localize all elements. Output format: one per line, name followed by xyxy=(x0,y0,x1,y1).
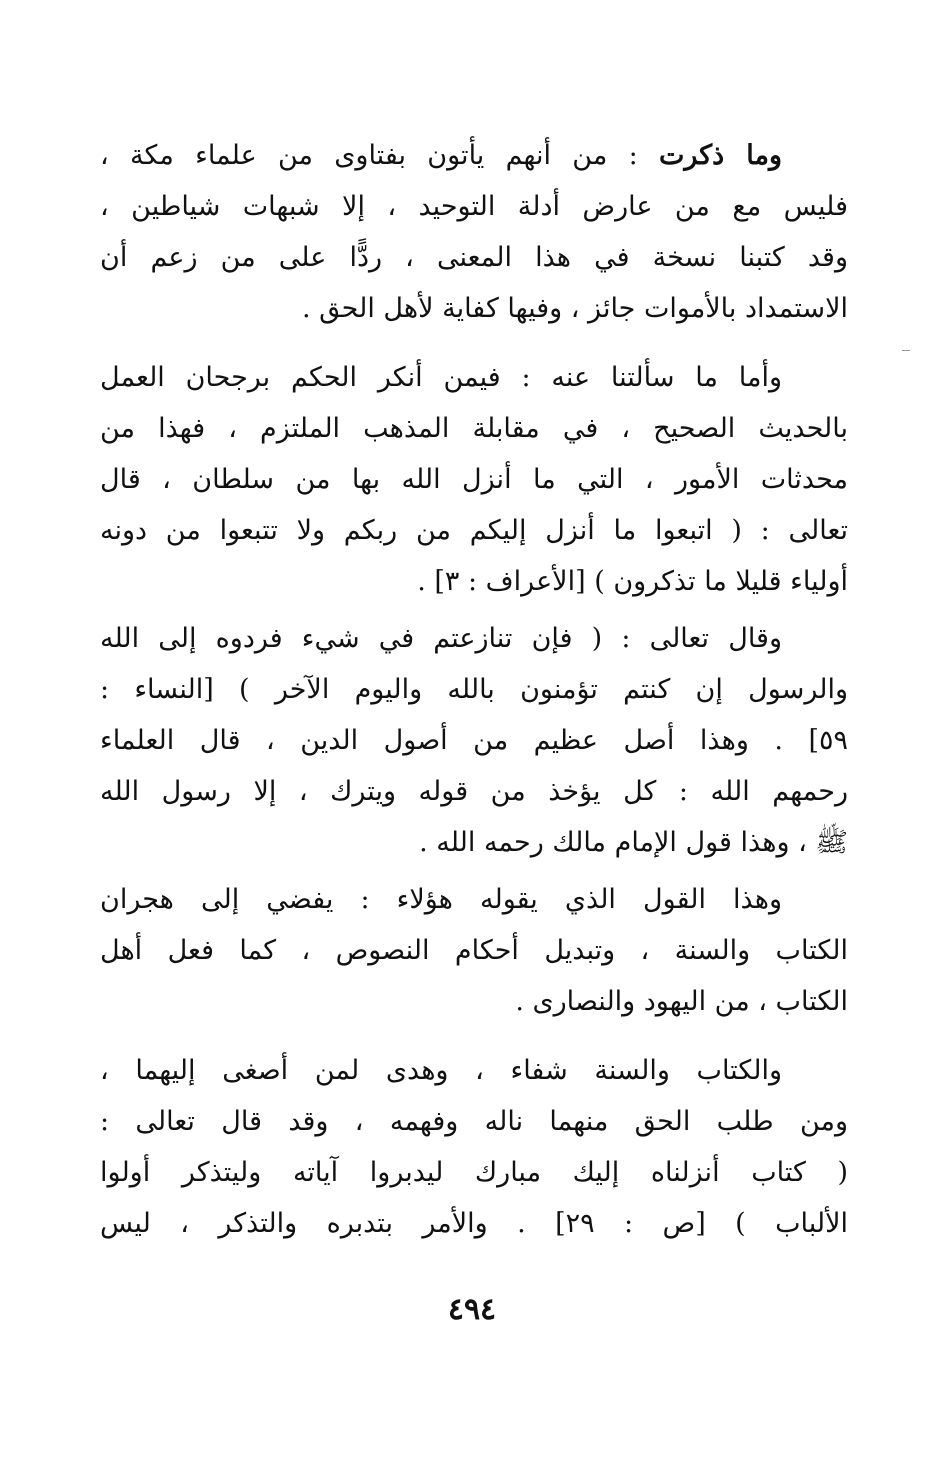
paragraph-line: رحمهم الله : كل يؤخذ من قوله ويترك ، إلا رسول الله xyxy=(100,776,848,807)
paragraph-gap xyxy=(100,1027,848,1045)
paragraph-line: محدثات الأمور ، التي ما أنزل الله بها من سلطان ، قال xyxy=(100,464,848,495)
paragraph-gap xyxy=(100,334,848,352)
paragraph-lead: وما ذكرت xyxy=(658,140,782,171)
paragraph-4 xyxy=(100,874,848,1027)
paragraph-line: والكتاب والسنة شفاء ، وهدى لمن أصغى إليهما ، xyxy=(100,1055,782,1086)
paragraph-line: وأما ما سألتنا عنه : فيمن أنكر الحكم برجحان العمل xyxy=(100,362,782,393)
paragraph-line: ومن طلب الحق منهما ناله وفهمه ، وقد قال تعالى : xyxy=(100,1106,848,1137)
paragraph-line: تعالى : ( اتبعوا ما أنزل إليكم من ربكم ولا تتبعوا من دونه xyxy=(100,515,848,546)
paragraph-line: الاستمداد بالأموات جائز ، وفيها كفاية لأهل الحق . xyxy=(302,293,848,324)
paragraph-line: ﷺ ، وهذا قول الإمام مالك رحمه الله . xyxy=(419,827,848,858)
paragraph-line: الكتاب ، من اليهود والنصارى . xyxy=(515,986,848,1017)
paragraph-line-text: : من أنهم يأتون بفتاوى من علماء مكة ، xyxy=(100,140,659,171)
paragraph-line: ( كتاب أنزلناه إليك مبارك ليدبروا آياته وليتذكر أولوا xyxy=(100,1157,848,1188)
paragraph-line: فليس مع من عارض أدلة التوحيد ، إلا شبهات شياطين ، xyxy=(100,191,848,222)
paragraph-2 xyxy=(100,352,848,607)
paragraph-line: والرسول إن كنتم تؤمنون بالله واليوم الآخر ) [النساء : xyxy=(100,674,848,705)
page-number: ٤٩٤ xyxy=(447,1292,497,1327)
paragraph-line: الكتاب والسنة ، وتبديل أحكام النصوص ، كما فعل أهل xyxy=(100,935,848,966)
paragraph-3 xyxy=(100,613,848,868)
paragraph-line: الألباب ) [ص : ٢٩] . والأمر بتدبره والتذكر ، ليس xyxy=(100,1208,849,1239)
paragraph-line: وقال تعالى : ( فإن تنازعتم في شيء فردوه إلى الله xyxy=(100,623,782,654)
paragraph-line: ٥٩] . وهذا أصل عظيم من أصول الدين ، قال العلماء xyxy=(100,725,848,756)
page-body xyxy=(100,130,848,1450)
paragraph-line: وهذا القول الذي يقوله هؤلاء : يفضي إلى هجران xyxy=(100,884,782,915)
paragraph-line: أولياء قليلا ما تذكرون ) [الأعراف : ٣] . xyxy=(417,566,848,597)
paragraph-line: وقد كتبنا نسخة في هذا المعنى ، ردًّا على من زعم أن xyxy=(100,242,848,273)
paragraph-5 xyxy=(100,1045,848,1249)
paragraph-line xyxy=(100,130,848,181)
paragraph-1 xyxy=(100,130,848,334)
paragraph-line: بالحديث الصحيح ، في مقابلة المذهب الملتزم ، فهذا من xyxy=(100,413,848,444)
margin-mark xyxy=(902,350,910,351)
